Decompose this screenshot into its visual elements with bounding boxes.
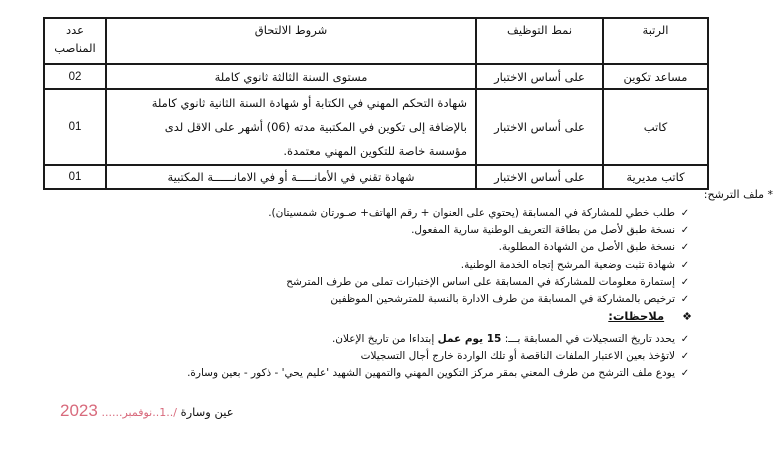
check-icon: ✓: [680, 276, 690, 288]
table-row: [44, 165, 708, 189]
positions-table: [43, 17, 709, 190]
list-item: [268, 291, 695, 308]
candidacy-file-list: [268, 205, 695, 308]
conditions-line: مؤسسة خاصة للتكوين المهني معتمدة.: [283, 144, 467, 158]
signature-place-date: [60, 401, 234, 421]
candidacy-file-title-text: * ملف الترشح:: [703, 188, 773, 201]
list-item: [187, 348, 695, 365]
notes-heading: [608, 309, 692, 323]
header-count-line2: المناصب: [54, 41, 96, 55]
signature-year: 2023: [60, 401, 98, 420]
check-icon: ✓: [680, 208, 690, 219]
check-icon: ✓: [680, 259, 690, 271]
cell-count: 01: [44, 89, 106, 165]
header-count-line1: عدد: [65, 23, 85, 37]
list-item-text: شهادة تثبت وضعية المرشح إتجاه الخدمة الوطنية.: [460, 258, 675, 271]
note-deadline: 15 يوم عمل: [437, 333, 502, 345]
cell-rank: كاتب مديرية: [603, 165, 708, 189]
check-icon: ✓: [680, 334, 690, 345]
list-item-text: طلب خطي للمشاركة في المسابقة (يحتوي على العنوان + رقم الهاتف+ صـورتان شمسيتان).: [268, 207, 675, 219]
check-icon: ✓: [680, 242, 690, 254]
list-item: [268, 222, 695, 239]
check-icon: ✓: [680, 225, 690, 237]
table-row: [44, 89, 708, 165]
cell-mode: على أساس الاختبار: [476, 165, 603, 189]
cell-count: 01: [44, 165, 106, 189]
cell-mode: على أساس الاختبار: [476, 89, 603, 165]
list-item-text: [332, 331, 675, 348]
header-positions-count: [44, 18, 106, 64]
list-item-text: لاتؤخذ بعين الاعتبار الملفات الناقصة أو تلك الواردة خارج أجال التسجيلات: [360, 350, 675, 363]
cell-rank: كاتب: [603, 89, 708, 165]
table-header-row: [44, 18, 708, 64]
list-item: [268, 257, 695, 274]
header-conditions: شروط الالتحاق: [106, 18, 476, 64]
notes-list: [187, 331, 695, 383]
cell-conditions: مستوى السنة الثالثة ثانوي كاملة: [106, 64, 476, 89]
signature-date-dots: /..1..نوفمبر......: [101, 406, 177, 419]
list-item: [268, 239, 695, 256]
cell-rank: مساعد تكوين: [603, 64, 708, 89]
cell-mode: على أساس الاختبار: [476, 64, 603, 89]
conditions-line: شهادة التحكم المهني في الكتابة أو شهادة السنة الثانية ثانوي كاملة: [151, 96, 467, 110]
cropped-header-text: [220, 0, 600, 4]
list-item: [187, 365, 695, 382]
diamond-bullet-icon: ❖: [682, 310, 692, 323]
list-item-text: إستمارة معلومات للمشاركة في المسابقة على اساس الإختبارات تملى من طرف المترشح: [286, 275, 675, 288]
list-item: [187, 331, 695, 348]
list-item-text: يودع ملف الترشح من طرف المعني بمقر مركز التكوين المهني والتمهين الشهيد 'عليم يحي' - ذكور - بعين وسارة.: [187, 367, 675, 380]
check-icon: ✓: [680, 368, 690, 380]
check-icon: ✓: [680, 351, 690, 363]
candidacy-file-title: [0, 188, 773, 201]
cell-count: 02: [44, 64, 106, 89]
signature-place: عين وسارة: [180, 405, 234, 419]
list-item-text: نسخة طبق الأصل من الشهادة المطلوبة.: [498, 241, 675, 254]
note-text: إبتداءا من تاريخ الإعلان.: [331, 333, 438, 345]
header-recruitment-mode: نمط التوظيف: [476, 18, 603, 64]
note-text: يحدد تاريخ التسجيلات في المسابقة بـــ:: [501, 333, 675, 345]
list-item-text: ترخيص بالمشاركة في المسابقة من طرف الادارة بالنسبة للمترشحين الموظفين: [330, 293, 675, 306]
cell-conditions: [106, 89, 476, 165]
table-row: [44, 64, 708, 89]
notes-title: ملاحظات:: [608, 309, 665, 323]
check-icon: ✓: [680, 294, 690, 306]
header-rank: الرتبة: [603, 18, 708, 64]
cell-conditions: شهادة تقني في الأمانـــــة أو في الامانــــــة المكتبية: [106, 165, 476, 189]
list-item-text: نسخة طبق لأصل من بطاقة التعريف الوطنية سارية المفعول.: [411, 224, 675, 237]
conditions-line: بالإضافة إلى تكوين في المكتبية مدته (06) أشهر على الاقل لدى: [164, 120, 467, 134]
list-item: [268, 274, 695, 291]
list-item: [268, 205, 695, 222]
